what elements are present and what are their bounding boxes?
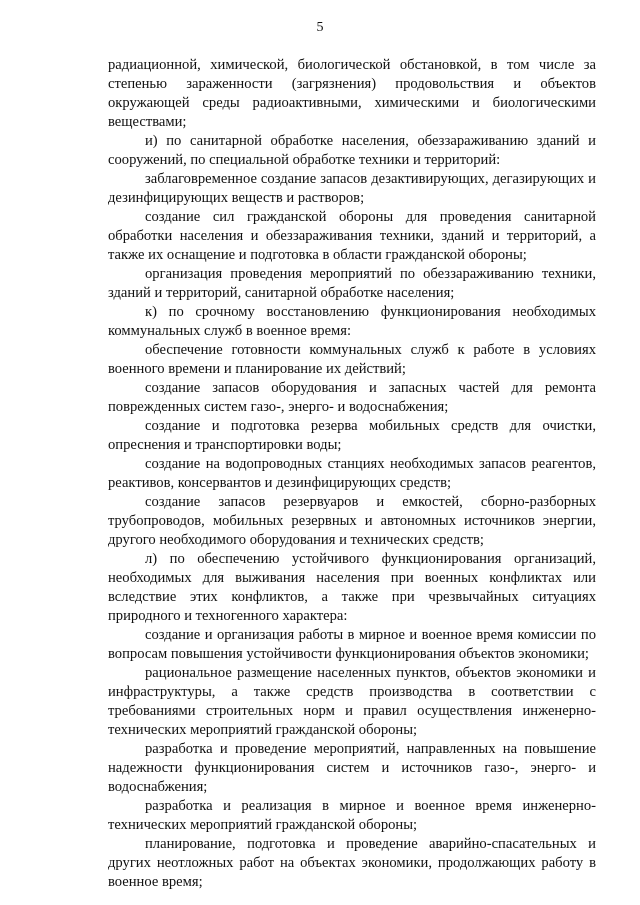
paragraph: создание запасов резервуаров и емкостей, сборно-разборных трубопроводов, мобильных резервных и автономных источников энергии, другого необходимого оборудования и технических средств;: [108, 494, 596, 548]
paragraph: создание сил гражданской обороны для проведения санитарной обработки населения и обеззараживания техники, зданий и территорий, а также их оснащение и подготовка в области гражданской обороны;: [108, 209, 596, 263]
page-number: 5: [316, 20, 324, 35]
paragraph: создание и подготовка резерва мобильных средств для очистки, опреснения и транспортировки воды;: [108, 418, 596, 453]
document-body: [108, 56, 596, 892]
paragraph: создание запасов оборудования и запасных частей для ремонта поврежденных систем газо-, энерго- и водоснабжения;: [108, 380, 596, 415]
paragraph-item-l: л) по обеспечению устойчивого функционирования организаций, необходимых для выживания населения при военных конфликтах или вследствие этих конфликтов, а также при чрезвычайных ситуациях природного и техногенного характера:: [108, 551, 596, 624]
paragraph: заблаговременное создание запасов дезактивирующих, дегазирующих и дезинфицирующих веществ и растворов;: [108, 171, 596, 206]
paragraph: разработка и проведение мероприятий, направленных на повышение надежности функционирования систем и источников газо-, энерго- и водоснабжения;: [108, 741, 596, 795]
paragraph-item-k: к) по срочному восстановлению функционирования необходимых коммунальных служб в военное время:: [108, 304, 596, 339]
paragraph: разработка и реализация в мирное и военное время инженерно-технических мероприятий гражданской обороны;: [108, 798, 596, 833]
paragraph: планирование, подготовка и проведение аварийно-спасательных и других неотложных работ на объектах экономики, продолжающих работу в военное время;: [108, 836, 596, 890]
paragraph: создание и организация работы в мирное и военное время комиссии по вопросам повышения устойчивости функционирования объектов экономики;: [108, 627, 596, 662]
paragraph: создание на водопроводных станциях необходимых запасов реагентов, реактивов, консервантов и дезинфицирующих средств;: [108, 456, 596, 491]
paragraph: обеспечение готовности коммунальных служб к работе в условиях военного времени и планирование их действий;: [108, 342, 596, 377]
paragraph: рациональное размещение населенных пунктов, объектов экономики и инфраструктуры, а также средств производства в соответствии с требованиями строительных норм и правил осуществления инженерно-технических мероприятий гражданской обороны;: [108, 665, 596, 738]
paragraph-continuation: радиационной, химической, биологической обстановкой, в том числе за степенью зараженности (загрязнения) продовольствия и объектов окружающей среды радиоактивными, химическими и биологическими веществами;: [108, 57, 596, 130]
paragraph: организация проведения мероприятий по обеззараживанию техники, зданий и территорий, санитарной обработке населения;: [108, 266, 596, 301]
paragraph-item-i: и) по санитарной обработке населения, обеззараживанию зданий и сооружений, по специальной обработке техники и территорий:: [108, 133, 596, 168]
